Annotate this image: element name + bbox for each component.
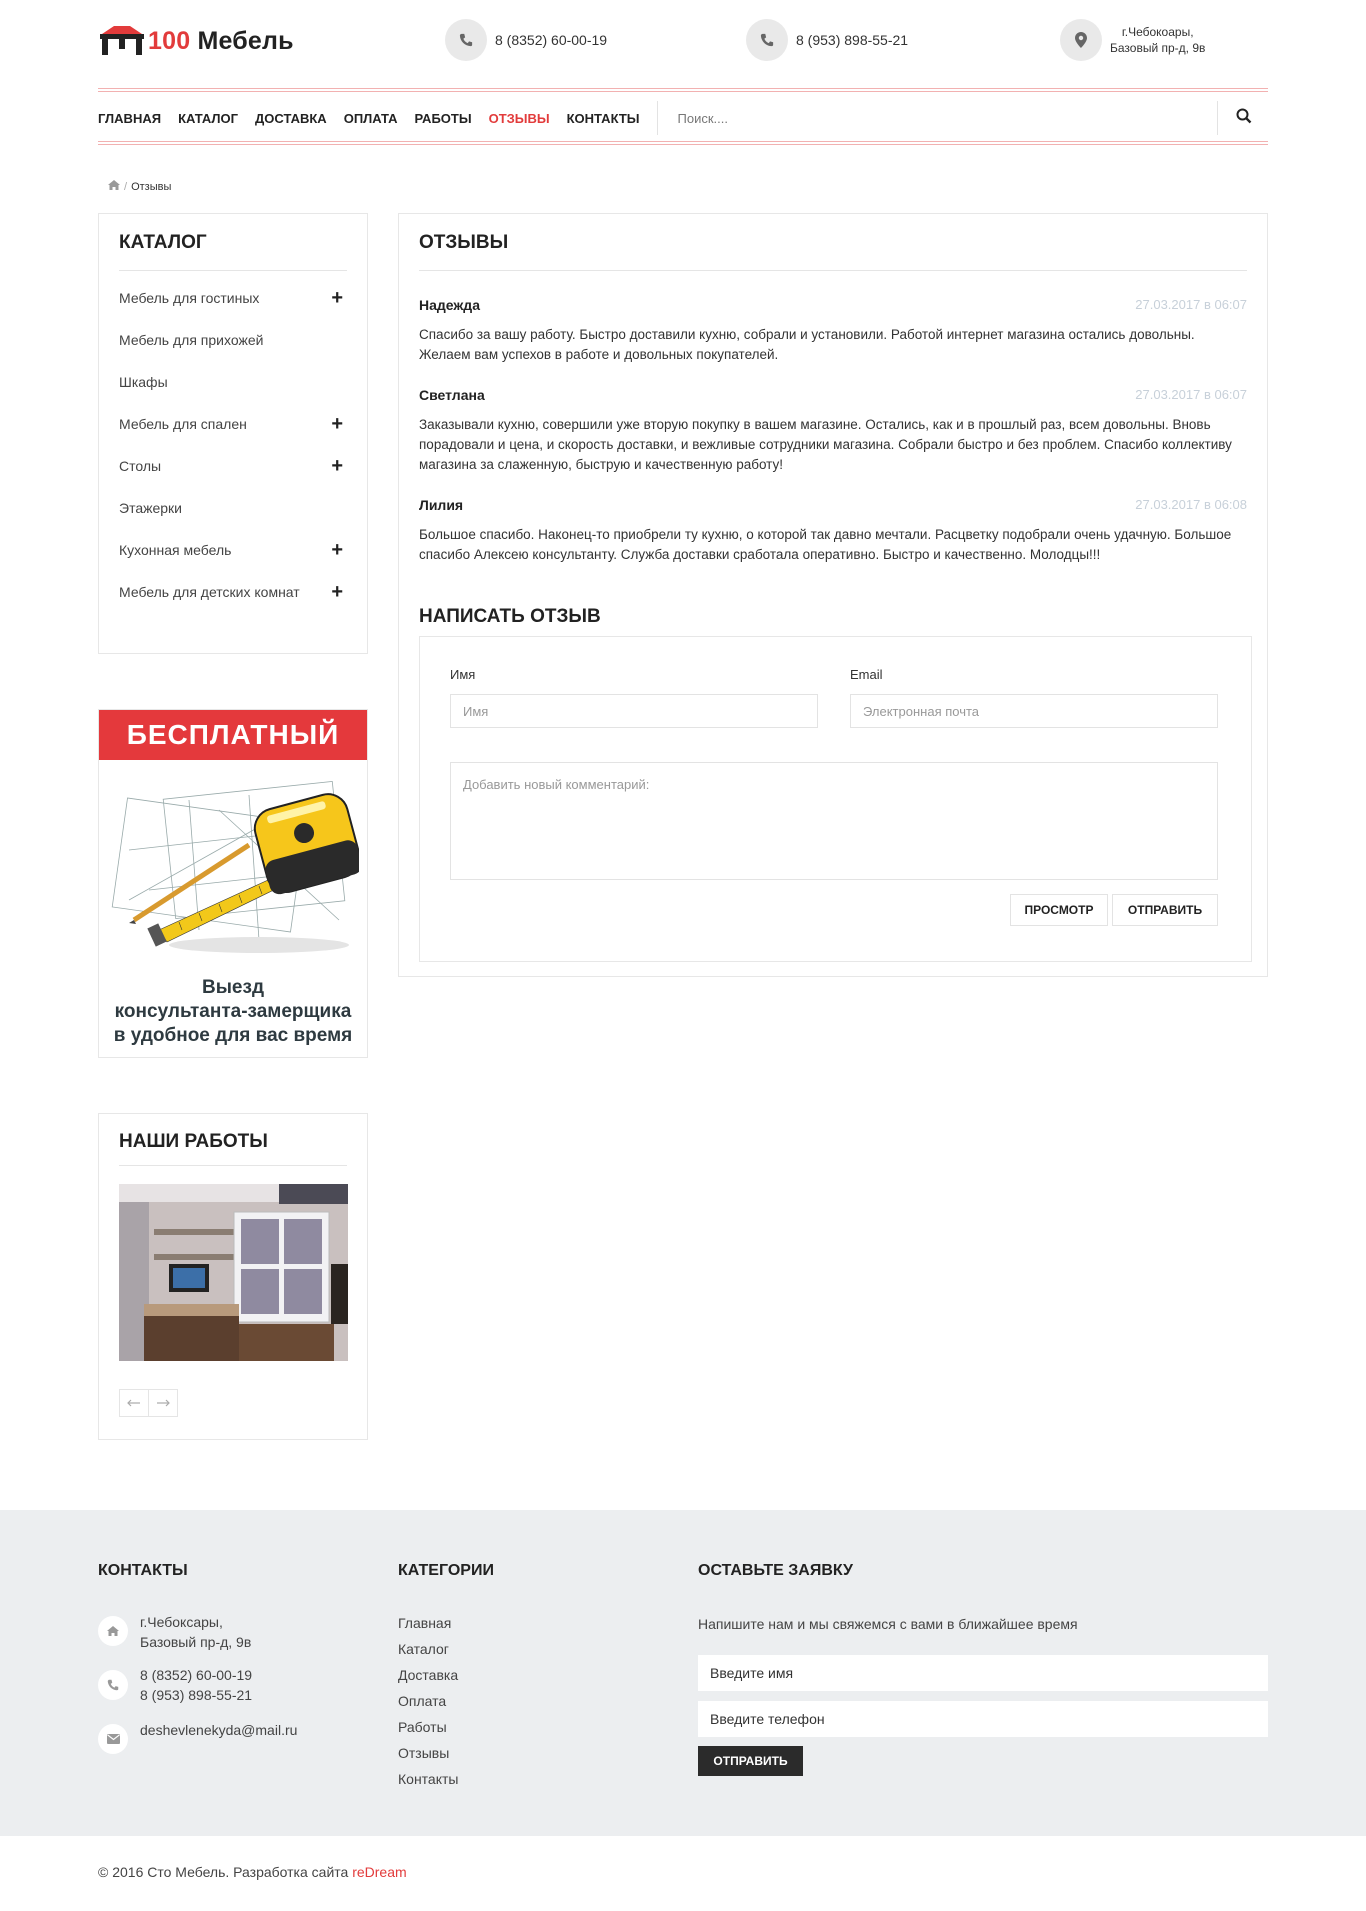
- nav-top-rule: [98, 88, 1268, 92]
- works-rule: [119, 1165, 347, 1166]
- footer-request-text: Напишите нам и мы свяжемся с вами в ближайшее время: [698, 1616, 1078, 1632]
- phone-icon: [445, 19, 487, 61]
- footer-link-delivery[interactable]: Доставка: [398, 1667, 459, 1683]
- home-icon: [98, 1616, 128, 1646]
- developer-link[interactable]: reDream: [352, 1864, 407, 1880]
- reviews-box: [398, 213, 1268, 977]
- catalog-title: КАТАЛОГ: [119, 232, 207, 253]
- promo-text: Выезд консультанта-замерщика в удобное для вас время: [113, 977, 353, 1046]
- review-text: Спасибо за вашу работу. Быстро доставили кухню, собрали и установили. Работой интернет магазина остались довольны. Желаем вам успехов в работе и довольных покупателей.: [419, 327, 1195, 362]
- preview-button[interactable]: ПРОСМОТР: [1010, 894, 1108, 926]
- review-author: Надежда: [419, 297, 480, 313]
- review-date: 27.03.2017 в 06:08: [1135, 497, 1247, 512]
- footer-phone-1[interactable]: 8 (8352) 60-00-19: [140, 1667, 253, 1683]
- review-author: Лилия: [419, 497, 464, 513]
- copyright: © 2016 Сто Мебель. Разработка сайта reDream: [98, 1864, 407, 1880]
- catalog-item-wardrobes[interactable]: Шкафы: [119, 374, 168, 390]
- phone-icon: [746, 19, 788, 61]
- search-divider: [1217, 101, 1218, 135]
- catalog-rule: [119, 270, 347, 271]
- email-label: Email: [850, 667, 883, 682]
- review-author: Светлана: [419, 387, 485, 403]
- footer-email[interactable]: deshevlenekyda@mail.ru: [140, 1722, 298, 1738]
- address-line-2: Базовый пр-д, 9в: [1110, 41, 1206, 55]
- nav-delivery[interactable]: ДОСТАВКА: [255, 110, 327, 126]
- review-text: Заказывали кухню, совершили уже вторую покупку в вашем магазине. Остались, как и в прошлый раз, всем довольны. Вновь порадовали и цена, и скорость доставки, и вежливые сотрудники магазина. Собрали быстро и без проблем. Спасибо коллективу магазина за слаженную, быструю и качественную работу!: [419, 417, 1232, 472]
- works-photo[interactable]: [119, 1184, 348, 1361]
- footer-phone-2[interactable]: 8 (953) 898-55-21: [140, 1687, 253, 1703]
- home-icon[interactable]: [108, 180, 120, 193]
- footer-link-home[interactable]: Главная: [398, 1615, 452, 1631]
- footer-phones: [140, 1665, 252, 1705]
- map-marker-icon: [1060, 19, 1102, 61]
- name-label: Имя: [450, 667, 476, 682]
- catalog-item-shelves[interactable]: Этажерки: [119, 500, 182, 516]
- title-rule: [419, 270, 1247, 271]
- footer-link-works[interactable]: Работы: [398, 1719, 447, 1735]
- nav-works[interactable]: РАБОТЫ: [414, 110, 472, 126]
- arrow-right-icon[interactable]: [148, 1389, 178, 1417]
- nav-contacts[interactable]: КОНТАКТЫ: [566, 110, 640, 126]
- plus-icon[interactable]: +: [331, 455, 343, 477]
- footer-link-payment[interactable]: Оплата: [398, 1693, 447, 1709]
- works-box: [98, 1113, 368, 1440]
- plus-icon[interactable]: +: [331, 413, 343, 435]
- page-title: ОТЗЫВЫ: [419, 232, 509, 253]
- nav-bottom-rule: [98, 141, 1268, 145]
- catalog-item-tables[interactable]: Столы +: [119, 455, 343, 477]
- promo-banner-title: БЕСПЛАТНЫЙ: [99, 710, 367, 760]
- footer-submit-button[interactable]: ОТПРАВИТЬ: [698, 1746, 803, 1776]
- form-title: НАПИСАТЬ ОТЗЫВ: [419, 606, 601, 627]
- plus-icon[interactable]: +: [331, 581, 343, 603]
- search-icon[interactable]: [1236, 108, 1256, 128]
- envelope-icon: [98, 1724, 128, 1754]
- footer: [0, 1510, 1366, 1836]
- footer-phone-input[interactable]: [698, 1701, 1268, 1737]
- email-field[interactable]: [850, 694, 1218, 728]
- breadcrumb-current: Отзывы: [131, 180, 172, 193]
- footer-address: г.Чебоксары, Базовый пр-д, 9в: [140, 1614, 252, 1650]
- catalog-item-hallway[interactable]: Мебель для прихожей: [119, 332, 264, 348]
- phone-icon: [98, 1670, 128, 1700]
- works-title: НАШИ РАБОТЫ: [119, 1131, 268, 1152]
- comment-textarea[interactable]: [450, 762, 1218, 880]
- promo-banner[interactable]: [98, 709, 368, 1058]
- plus-icon[interactable]: +: [331, 539, 343, 561]
- site-logo[interactable]: [98, 24, 294, 58]
- footer-request-title: ОСТАВЬТЕ ЗАЯВКУ: [698, 1562, 853, 1579]
- main-nav: [98, 98, 1268, 138]
- header-address: [1060, 19, 1205, 61]
- catalog-item-kitchen[interactable]: Кухонная мебель +: [119, 539, 343, 561]
- footer-link-catalog[interactable]: Каталог: [398, 1641, 449, 1657]
- catalog-item-kids[interactable]: Мебель для детских комнат +: [119, 581, 343, 603]
- header-phone-1[interactable]: 8 (8352) 60-00-19: [445, 19, 607, 61]
- review-date: 27.03.2017 в 06:07: [1135, 387, 1247, 402]
- nav-catalog[interactable]: КАТАЛОГ: [178, 110, 239, 126]
- review-form: [419, 636, 1252, 962]
- review-date: 27.03.2017 в 06:07: [1135, 297, 1247, 312]
- plus-icon[interactable]: +: [331, 287, 343, 309]
- name-field[interactable]: [450, 694, 818, 728]
- breadcrumb: / Отзывы: [108, 180, 171, 193]
- catalog-item-bedroom[interactable]: Мебель для спален +: [119, 413, 343, 435]
- catalog-item-living[interactable]: Мебель для гостиных +: [119, 287, 343, 309]
- submit-review-button[interactable]: ОТПРАВИТЬ: [1112, 894, 1218, 926]
- search-input[interactable]: [678, 111, 1238, 126]
- tape-measure-illustration: [109, 770, 359, 970]
- footer-link-contacts[interactable]: Контакты: [398, 1771, 459, 1787]
- catalog-box: [98, 213, 368, 654]
- logo-text: 100 Мебель: [148, 26, 294, 55]
- nav-home[interactable]: ГЛАВНАЯ: [98, 110, 162, 126]
- review-text: Большое спасибо. Наконец-то приобрели ту кухню, о которой так давно мечтали. Расцветку подобрали очень удачную. Большое спасибо Алексею консультанту. Служба доставки сработала оперативно. Быстро и качественно. Молодцы!!!: [419, 527, 1232, 562]
- footer-link-reviews[interactable]: Отзывы: [398, 1745, 450, 1761]
- header-phone-2[interactable]: 8 (953) 898-55-21: [746, 19, 908, 61]
- footer-name-input[interactable]: [698, 1655, 1268, 1691]
- nav-divider: [657, 101, 658, 135]
- nav-payment[interactable]: ОПЛАТА: [343, 110, 398, 126]
- footer-categories-title: КАТЕГОРИИ: [398, 1562, 494, 1579]
- address-line-1: г.Чебокоары,: [1121, 25, 1194, 39]
- arrow-left-icon[interactable]: [119, 1389, 149, 1417]
- logo-table-icon: [98, 24, 146, 58]
- footer-contacts-title: КОНТАКТЫ: [98, 1562, 188, 1579]
- nav-reviews[interactable]: ОТЗЫВЫ: [488, 110, 550, 126]
